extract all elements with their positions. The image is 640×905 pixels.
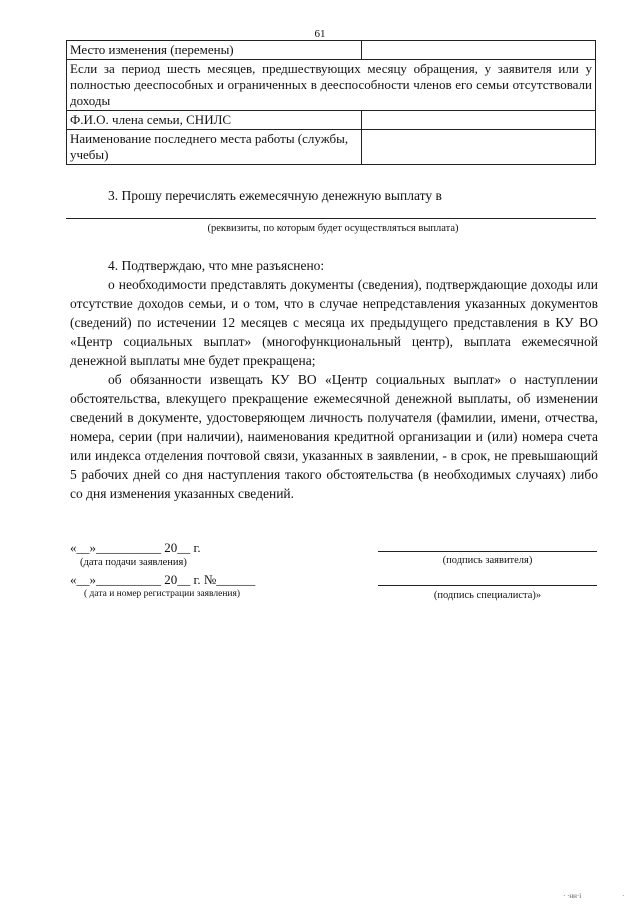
table-cell-full: Если за период шесть месяцев, предшествующих месяцу обращения, у заявителя или у полностью дееспособных и ограниченных в дееспособности членов его семьи отсутствовали доходы [67, 60, 596, 111]
registration-date-field: «__»__________ 20__ г. №______ [70, 572, 256, 587]
table-cell-label: Место изменения (перемены) [67, 41, 362, 60]
confirmation-heading: 4. Подтверждаю, что мне разъяснено: [108, 258, 325, 273]
confirmation-body [70, 275, 598, 503]
applicant-signature-caption: (подпись заявителя) [442, 555, 533, 566]
scan-mark-left: · ·нн·і [563, 892, 582, 900]
table-cell-value [361, 130, 595, 165]
table-cell-label: Наименование последнего места работы (службы, учебы) [67, 130, 362, 165]
table-row [67, 41, 596, 60]
specialist-signature-line [378, 585, 597, 586]
paragraph-obligation: об обязанности извещать КУ ВО «Центр социальных выплат» о наступлении обстоятельства, влекущего прекращение ежемесячной денежной выплаты, об изменении сведений в документе, удостоверяющем личность получателя (фамилии, имени, отчества, номера, серии (при наличии), наименования кредитной организации и (или) номера счета или индекса отделения почтовой связи, указанных в заявлении, - в срок, не превышающий 5 рабочих дней со дня наступления такого обстоятельства (в необходимых случаях) либо со дня изменения указанных сведений. [70, 372, 598, 501]
submission-date-caption: (дата подачи заявления) [80, 557, 187, 568]
info-table [66, 40, 596, 165]
submission-date-field: «__»__________ 20__ г. [70, 540, 201, 555]
table-row [67, 130, 596, 165]
scan-mark-right: · [622, 892, 625, 900]
table-row [67, 60, 596, 111]
page-number: 61 [314, 28, 326, 40]
table-row [67, 111, 596, 130]
registration-date-caption: ( дата и номер регистрации заявления) [84, 589, 241, 599]
paragraph-documents: о необходимости представлять документы (сведения), подтверждающие доходы или отсутствие доходов семьи, и о том, что в случае непредставления указанных документов (сведений) по истечении 12 месяцев с месяца их предыдущего представления в КУ ВО «Центр социальных выплат» (многофункциональный центр), выплата ежемесячной денежной выплаты мне будет прекращена; [70, 277, 598, 368]
table-cell-value [361, 41, 595, 60]
payment-request-text: 3. Прошу перечислять ежемесячную денежную выплату в [108, 188, 442, 203]
applicant-signature-line [378, 551, 597, 552]
table-cell-value [361, 111, 595, 130]
specialist-signature-caption: (подпись специалиста)» [433, 590, 542, 601]
requisites-line [66, 218, 596, 219]
table-cell-label: Ф.И.О. члена семьи, СНИЛС [67, 111, 362, 130]
requisites-caption: (реквизиты, по которым будет осуществляться выплата) [207, 223, 459, 234]
